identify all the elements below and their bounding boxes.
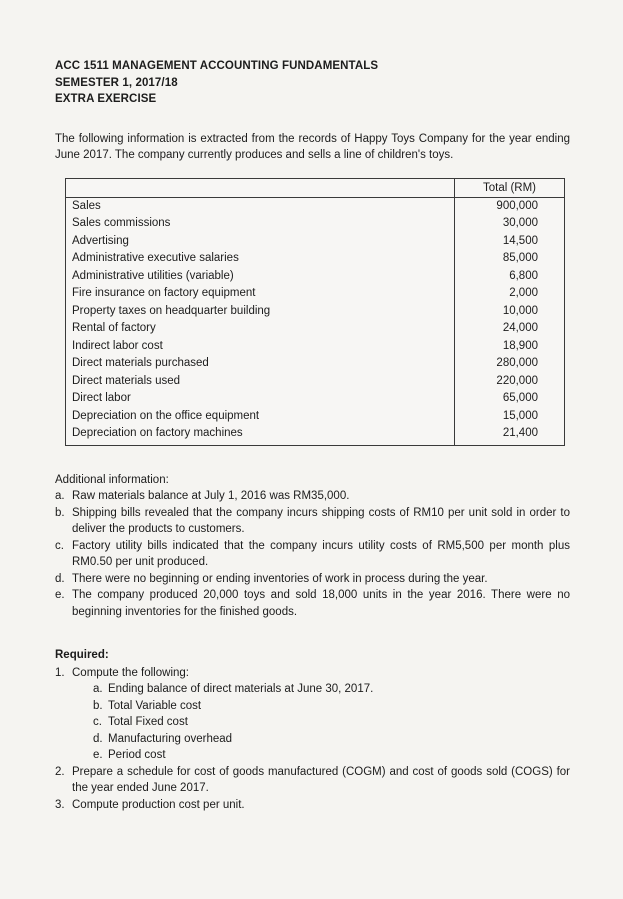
row-label: Direct materials used — [72, 374, 181, 387]
exercise-title: EXTRA EXERCISE — [55, 93, 157, 105]
table-row — [66, 390, 565, 408]
total-rm-header: Total (RM) — [455, 178, 565, 197]
list-item-marker: d. — [55, 572, 65, 585]
list-item-marker: 2. — [55, 765, 65, 778]
list-item — [93, 681, 570, 698]
list-item-text: Total Fixed cost — [108, 716, 188, 728]
additional-info-list — [55, 488, 570, 620]
table-row — [66, 215, 565, 233]
list-item — [93, 731, 570, 748]
list-item-text: Raw materials balance at July 1, 2016 was RM35,000. — [72, 490, 350, 502]
list-item — [55, 505, 570, 538]
list-item-text: Ending balance of direct materials at June 30, 2017. — [108, 683, 374, 695]
course-title: ACC 1511 MANAGEMENT ACCOUNTING FUNDAMENTALS — [55, 60, 379, 72]
intro-paragraph: The following information is extracted from the records of Happy Toys Company for the year ending June 2017. The company currently produces and sells a line of children's toys. — [55, 132, 570, 161]
list-item-text: There were no beginning or ending inventories of work in process during the year. — [72, 572, 488, 585]
list-item-text: Shipping bills revealed that the company incurs shipping costs of RM10 per unit sold in order to deliver the products to customers. — [72, 506, 570, 535]
table-row — [66, 285, 565, 303]
list-item-text: Factory utility bills indicated that the company incurs utility costs of RM5,500 per month plus RM0.50 per unit produced. — [72, 539, 570, 568]
table-header-row — [66, 178, 565, 197]
empty-header-cell — [66, 178, 455, 197]
list-item-marker: c. — [93, 716, 102, 728]
row-label: Sales commissions — [72, 217, 171, 229]
table-body — [66, 197, 565, 445]
list-item-text: Compute the following: — [72, 666, 189, 679]
table-row — [66, 355, 565, 373]
row-value: 220,000 — [455, 373, 565, 391]
list-item — [93, 698, 570, 715]
required-title: Required: — [55, 649, 109, 661]
table-row — [66, 408, 565, 426]
table-row — [66, 425, 565, 445]
list-item — [55, 764, 570, 797]
row-label: Direct labor — [72, 392, 131, 404]
row-value: 900,000 — [455, 197, 565, 215]
row-value: 85,000 — [455, 250, 565, 268]
row-value: 14,500 — [455, 233, 565, 251]
list-item — [93, 714, 570, 731]
list-item-marker: b. — [93, 699, 103, 712]
row-value: 6,800 — [455, 268, 565, 286]
list-item-marker: 1. — [55, 666, 65, 679]
row-label: Rental of factory — [72, 322, 156, 334]
list-item-text: Period cost — [108, 749, 166, 761]
list-item-marker: a. — [93, 683, 103, 695]
list-item — [55, 587, 570, 620]
table-row — [66, 338, 565, 356]
row-label: Sales — [72, 199, 101, 212]
list-item — [93, 747, 570, 764]
row-value: 65,000 — [455, 390, 565, 408]
row-label: Fire insurance on factory equipment — [72, 287, 256, 299]
row-value: 30,000 — [455, 215, 565, 233]
row-value: 10,000 — [455, 303, 565, 321]
list-item-marker: a. — [55, 490, 65, 502]
row-label: Direct materials purchased — [72, 357, 209, 369]
list-item — [55, 797, 570, 814]
table-row — [66, 233, 565, 251]
list-item-text: The company produced 20,000 toys and sold 18,000 units in the year 2016. There were no beginning inventories for the finished goods. — [72, 589, 570, 618]
additional-info-title: Additional information: — [55, 473, 169, 486]
list-item-text: Total Variable cost — [108, 699, 202, 712]
row-label: Property taxes on headquarter building — [72, 304, 271, 317]
row-value: 280,000 — [455, 355, 565, 373]
row-value: 21,400 — [455, 425, 565, 445]
row-label: Indirect labor cost — [72, 339, 163, 352]
table-row — [66, 320, 565, 338]
list-item-text: Compute production cost per unit. — [72, 798, 245, 811]
list-item-marker: 3. — [55, 798, 65, 811]
table-row — [66, 268, 565, 286]
required-section — [55, 647, 570, 813]
list-item — [55, 665, 570, 682]
list-item — [55, 488, 570, 505]
required-list — [55, 665, 570, 814]
row-label: Administrative utilities (variable) — [72, 269, 234, 282]
list-item-marker: c. — [55, 539, 64, 552]
document-header — [55, 58, 570, 108]
list-item — [55, 571, 570, 588]
list-item-marker: b. — [55, 506, 65, 519]
additional-info-section — [55, 472, 570, 621]
row-value: 2,000 — [455, 285, 565, 303]
list-item-text: Prepare a schedule for cost of goods manufactured (COGM) and cost of goods sold (COGS) for the year ended June 2017. — [72, 765, 570, 794]
table-row — [66, 303, 565, 321]
row-label: Advertising — [72, 234, 129, 247]
cost-table — [65, 178, 565, 446]
list-item-marker: e. — [93, 749, 103, 761]
row-value: 15,000 — [455, 408, 565, 426]
list-item-marker: e. — [55, 589, 65, 601]
table-row — [66, 373, 565, 391]
semester-line: SEMESTER 1, 2017/18 — [55, 76, 178, 89]
row-label: Administrative executive salaries — [72, 252, 239, 264]
table-row — [66, 250, 565, 268]
row-label: Depreciation on the office equipment — [72, 409, 260, 422]
row-value: 18,900 — [455, 338, 565, 356]
row-value: 24,000 — [455, 320, 565, 338]
row-label: Depreciation on factory machines — [72, 427, 243, 439]
list-item — [55, 538, 570, 571]
table-row — [66, 197, 565, 215]
list-item-text: Manufacturing overhead — [108, 732, 233, 745]
list-item-marker: d. — [93, 732, 103, 745]
